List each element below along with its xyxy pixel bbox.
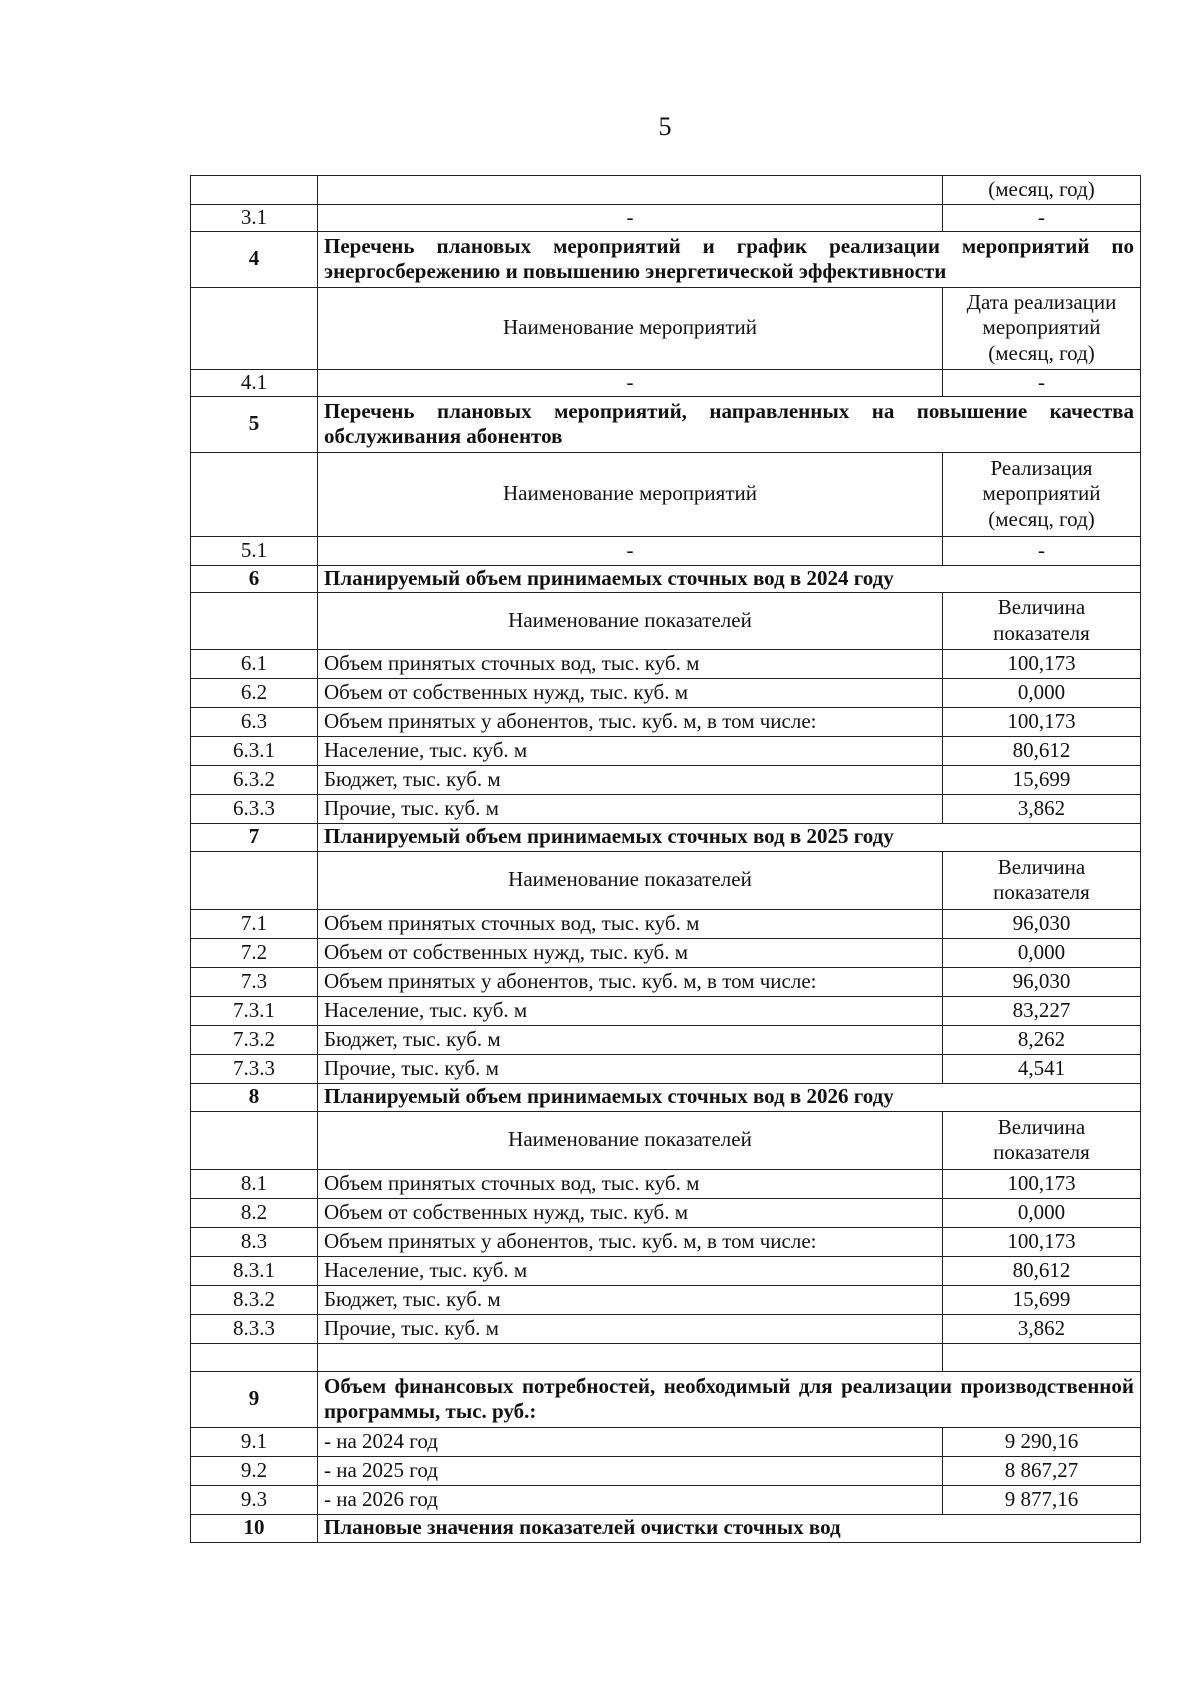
- row-number: 7.3.3: [191, 1054, 318, 1083]
- table-row: [191, 736, 1141, 765]
- row-value: 96,030: [943, 909, 1141, 938]
- row-description: Прочие, тыс. куб. м: [318, 1314, 943, 1343]
- row-description: Население, тыс. куб. м: [318, 996, 943, 1025]
- section-number: 10: [191, 1514, 318, 1542]
- section-row: [191, 565, 1141, 592]
- table-row: [191, 1285, 1141, 1314]
- row-description: Объем принятых у абонентов, тыс. куб. м, в том числе:: [318, 707, 943, 736]
- row-description: Объем принятых у абонентов, тыс. куб. м, в том числе:: [318, 1227, 943, 1256]
- row-value: 100,173: [943, 1227, 1141, 1256]
- row-number: 7.3: [191, 967, 318, 996]
- header-number-cell: [191, 1111, 318, 1169]
- row-description: -: [318, 536, 943, 565]
- table-row: [191, 1054, 1141, 1083]
- page-number: 5: [658, 112, 672, 141]
- section-title: Перечень плановых мероприятий, направленных на повышение качества обслуживания абонентов: [318, 396, 1141, 452]
- header-value-cell: Дата реализации мероприятий (месяц, год): [943, 287, 1141, 369]
- continued-header-row: [191, 176, 1141, 205]
- row-value: 96,030: [943, 967, 1141, 996]
- blank-cell: [318, 1343, 943, 1371]
- section-title: Плановые значения показателей очистки сточных вод: [318, 1514, 1141, 1542]
- table-row: [191, 1456, 1141, 1485]
- row-description: Бюджет, тыс. куб. м: [318, 1025, 943, 1054]
- section-number: 9: [191, 1371, 318, 1427]
- row-description: Объем от собственных нужд, тыс. куб. м: [318, 938, 943, 967]
- row-description: Объем принятых сточных вод, тыс. куб. м: [318, 909, 943, 938]
- row-description: Объем принятых у абонентов, тыс. куб. м, в том числе:: [318, 967, 943, 996]
- blank-cell: [191, 1343, 318, 1371]
- header-value-cell: Величина показателя: [943, 1111, 1141, 1169]
- row-value: 100,173: [943, 649, 1141, 678]
- row-number: 5.1: [191, 536, 318, 565]
- row-description: -: [318, 205, 943, 232]
- row-value: 100,173: [943, 1169, 1141, 1198]
- row-value: 83,227: [943, 996, 1141, 1025]
- header-number-cell: [191, 176, 318, 205]
- row-description: Объем от собственных нужд, тыс. куб. м: [318, 1198, 943, 1227]
- table-row: [191, 1198, 1141, 1227]
- row-number: 6.3.1: [191, 736, 318, 765]
- row-value: 0,000: [943, 1198, 1141, 1227]
- section-number: 6: [191, 565, 318, 592]
- row-description: Объем от собственных нужд, тыс. куб. м: [318, 678, 943, 707]
- row-number: 9.1: [191, 1427, 318, 1456]
- row-value: 9 877,16: [943, 1485, 1141, 1514]
- row-number: 7.2: [191, 938, 318, 967]
- column-header-row: [191, 452, 1141, 536]
- table-row: [191, 938, 1141, 967]
- table-row: [191, 1256, 1141, 1285]
- row-value: 15,699: [943, 765, 1141, 794]
- row-number: 6.2: [191, 678, 318, 707]
- row-number: 6.3.3: [191, 794, 318, 823]
- row-value: 4,541: [943, 1054, 1141, 1083]
- table-row: [191, 1485, 1141, 1514]
- row-value: 3,862: [943, 1314, 1141, 1343]
- header-value-cell: Величина показателя: [943, 592, 1141, 649]
- column-header-row: [191, 851, 1141, 909]
- row-value: 8,262: [943, 1025, 1141, 1054]
- row-description: Бюджет, тыс. куб. м: [318, 1285, 943, 1314]
- row-value: 0,000: [943, 678, 1141, 707]
- row-description: - на 2024 год: [318, 1427, 943, 1456]
- row-value: 9 290,16: [943, 1427, 1141, 1456]
- row-number: 6.1: [191, 649, 318, 678]
- column-header-row: [191, 592, 1141, 649]
- section-row: [191, 1083, 1141, 1111]
- table-row: [191, 967, 1141, 996]
- header-number-cell: [191, 851, 318, 909]
- table-row: [191, 794, 1141, 823]
- row-description: - на 2026 год: [318, 1485, 943, 1514]
- row-value: 100,173: [943, 707, 1141, 736]
- row-description: Население, тыс. куб. м: [318, 736, 943, 765]
- row-number: 8.1: [191, 1169, 318, 1198]
- table-row: [191, 536, 1141, 565]
- row-description: Прочие, тыс. куб. м: [318, 1054, 943, 1083]
- header-number-cell: [191, 592, 318, 649]
- table-row: [191, 707, 1141, 736]
- row-number: 7.1: [191, 909, 318, 938]
- row-number: 8.3.1: [191, 1256, 318, 1285]
- row-value: -: [943, 536, 1141, 565]
- section-row: [191, 396, 1141, 452]
- table-row: [191, 205, 1141, 232]
- section-number: 4: [191, 231, 318, 287]
- section-title: Объем финансовых потребностей, необходимый для реализации производственной программы, тыс. руб.:: [318, 1371, 1141, 1427]
- row-number: 7.3.1: [191, 996, 318, 1025]
- program-table: [190, 175, 1141, 1543]
- header-number-cell: [191, 287, 318, 369]
- row-value: 8 867,27: [943, 1456, 1141, 1485]
- row-description: Население, тыс. куб. м: [318, 1256, 943, 1285]
- header-name-cell: Наименование показателей: [318, 1111, 943, 1169]
- row-value: 15,699: [943, 1285, 1141, 1314]
- header-value-cell: (месяц, год): [943, 176, 1141, 205]
- header-number-cell: [191, 452, 318, 536]
- section-title: Планируемый объем принимаемых сточных вод в 2025 году: [318, 823, 1141, 851]
- table-row: [191, 996, 1141, 1025]
- header-value-cell: Реализация мероприятий (месяц, год): [943, 452, 1141, 536]
- row-value: 80,612: [943, 736, 1141, 765]
- row-description: Бюджет, тыс. куб. м: [318, 765, 943, 794]
- header-name-cell: Наименование мероприятий: [318, 452, 943, 536]
- row-number: 8.3: [191, 1227, 318, 1256]
- header-value-cell: Величина показателя: [943, 851, 1141, 909]
- header-name-cell: [318, 176, 943, 205]
- row-number: 9.2: [191, 1456, 318, 1485]
- table-row: [191, 1227, 1141, 1256]
- table-row: [191, 1427, 1141, 1456]
- header-name-cell: Наименование показателей: [318, 592, 943, 649]
- header-name-cell: Наименование мероприятий: [318, 287, 943, 369]
- table-row: [191, 1169, 1141, 1198]
- section-number: 5: [191, 396, 318, 452]
- section-title: Планируемый объем принимаемых сточных вод в 2026 году: [318, 1083, 1141, 1111]
- section-row: [191, 1514, 1141, 1542]
- program-table-body: [191, 176, 1141, 1543]
- blank-row: [191, 1343, 1141, 1371]
- table-row: [191, 369, 1141, 396]
- table-row: [191, 649, 1141, 678]
- row-description: Объем принятых сточных вод, тыс. куб. м: [318, 1169, 943, 1198]
- row-number: 7.3.2: [191, 1025, 318, 1054]
- section-number: 8: [191, 1083, 318, 1111]
- header-name-cell: Наименование показателей: [318, 851, 943, 909]
- section-row: [191, 231, 1141, 287]
- row-number: 8.2: [191, 1198, 318, 1227]
- table-row: [191, 765, 1141, 794]
- section-title: Планируемый объем принимаемых сточных вод в 2024 году: [318, 565, 1141, 592]
- section-row: [191, 823, 1141, 851]
- column-header-row: [191, 287, 1141, 369]
- row-number: 9.3: [191, 1485, 318, 1514]
- row-description: Объем принятых сточных вод, тыс. куб. м: [318, 649, 943, 678]
- table-row: [191, 678, 1141, 707]
- section-row: [191, 1371, 1141, 1427]
- row-value: 3,862: [943, 794, 1141, 823]
- row-number: 6.3: [191, 707, 318, 736]
- row-value: -: [943, 369, 1141, 396]
- row-description: -: [318, 369, 943, 396]
- section-number: 7: [191, 823, 318, 851]
- row-number: 6.3.2: [191, 765, 318, 794]
- column-header-row: [191, 1111, 1141, 1169]
- row-value: 80,612: [943, 1256, 1141, 1285]
- row-number: 3.1: [191, 205, 318, 232]
- table-row: [191, 1314, 1141, 1343]
- row-number: 4.1: [191, 369, 318, 396]
- blank-cell: [943, 1343, 1141, 1371]
- row-value: 0,000: [943, 938, 1141, 967]
- row-number: 8.3.3: [191, 1314, 318, 1343]
- row-description: Прочие, тыс. куб. м: [318, 794, 943, 823]
- row-number: 8.3.2: [191, 1285, 318, 1314]
- row-description: - на 2025 год: [318, 1456, 943, 1485]
- table-row: [191, 1025, 1141, 1054]
- section-title: Перечень плановых мероприятий и график реализации мероприятий по энергосбережению и повышению энергетической эффективности: [318, 231, 1141, 287]
- table-row: [191, 909, 1141, 938]
- row-value: -: [943, 205, 1141, 232]
